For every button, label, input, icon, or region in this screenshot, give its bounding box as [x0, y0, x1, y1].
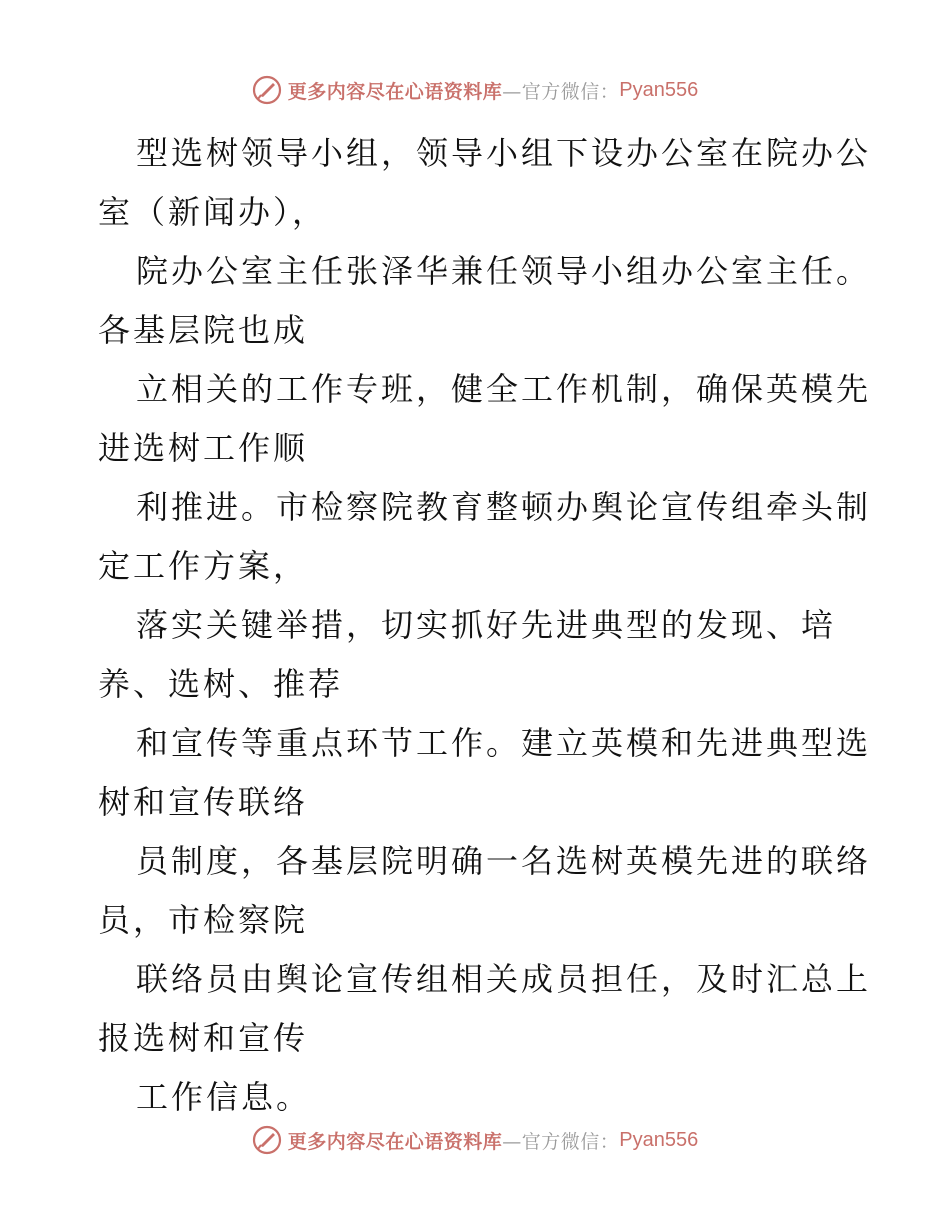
body-text-line: 院办公室主任张泽华兼任领导小组办公室主任。	[136, 252, 872, 290]
quill-logo-icon	[252, 1125, 282, 1155]
body-text-line: 型选树领导小组，领导小组下设办公室在院办公	[136, 134, 872, 172]
footer-banner-sub: —官方微信：	[502, 1130, 620, 1153]
body-text-line: 室（新闻办），	[98, 193, 328, 231]
body-text-line: 养、选树、推荐	[98, 665, 344, 703]
body-text-line: 利推进。市检察院教育整顿办舆论宣传组牵头制	[136, 488, 872, 526]
body-text-line: 报选树和宣传	[98, 1019, 309, 1057]
footer-banner-title: 更多内容尽在心语资料库	[287, 1130, 503, 1153]
header-banner-wechat-id: Pyan556	[619, 78, 699, 101]
body-text-line: 定工作方案，	[98, 547, 309, 585]
body-text-line: 各基层院也成	[98, 311, 309, 349]
body-text-line: 进选树工作顺	[98, 429, 309, 467]
footer-banner-wechat-id: Pyan556	[619, 1128, 699, 1151]
footer-watermark-banner	[0, 1120, 950, 1160]
body-text-line: 联络员由舆论宣传组相关成员担任，及时汇总上	[136, 960, 872, 998]
body-text-line: 落实关键举措，切实抓好先进典型的发现、培	[136, 606, 837, 644]
body-text-line: 工作信息。	[136, 1078, 312, 1116]
header-banner-sub: —官方微信：	[502, 80, 620, 103]
quill-logo-icon	[252, 75, 282, 105]
body-text-line: 员，市检察院	[98, 901, 309, 939]
header-banner-title: 更多内容尽在心语资料库	[287, 80, 503, 103]
document-body	[98, 124, 872, 1127]
body-text-line: 和宣传等重点环节工作。建立英模和先进典型选	[136, 724, 872, 762]
body-text-line: 立相关的工作专班，健全工作机制，确保英模先	[136, 370, 872, 408]
body-text-line: 员制度，各基层院明确一名选树英模先进的联络	[136, 842, 872, 880]
header-watermark-banner	[0, 70, 950, 110]
body-text-line: 树和宣传联络	[98, 783, 309, 821]
